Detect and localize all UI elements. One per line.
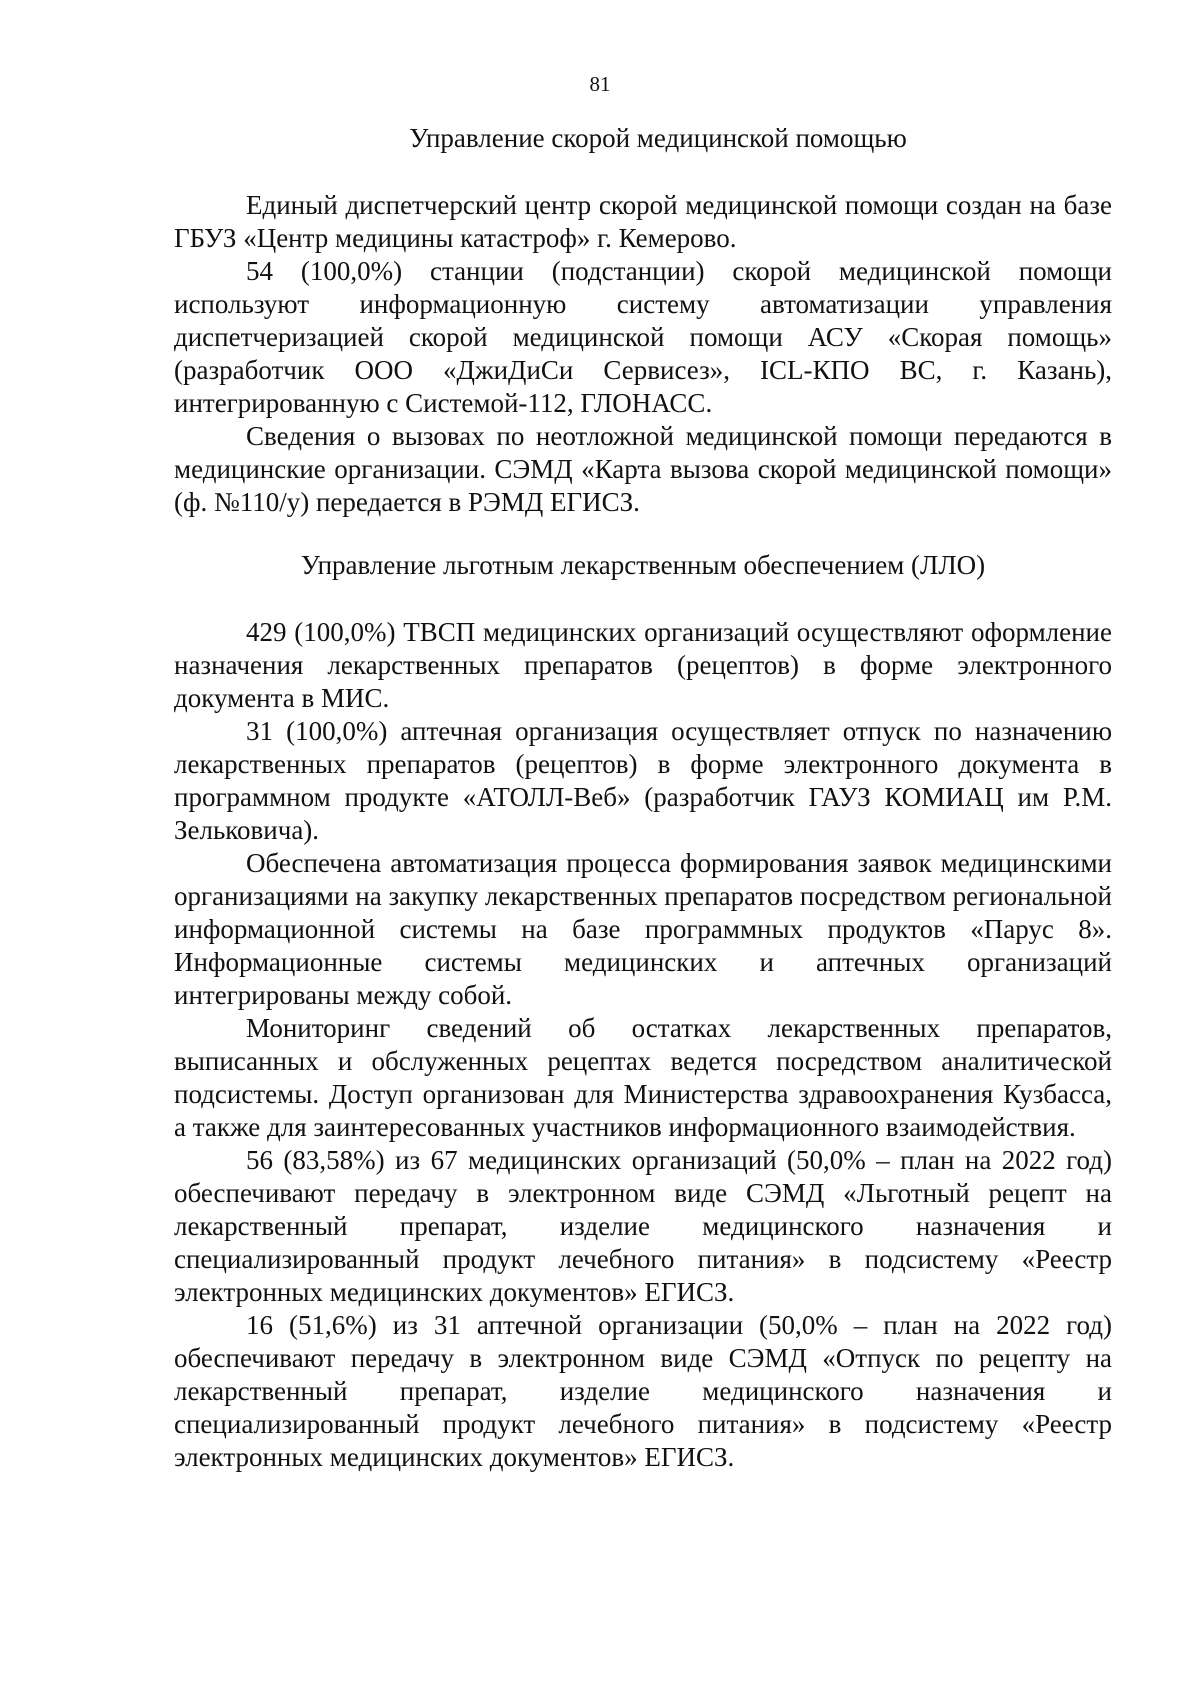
spacer [174, 155, 1112, 189]
spacer [174, 519, 1112, 549]
paragraph: 31 (100,0%) аптечная организация осуществляет отпуск по назначению лекарственных препаратов (рецептов) в форме электронного документа в программном продукте «АТОЛЛ-Веб» (разработчик ГАУЗ КОМИАЦ им Р.М. Зельковича). [174, 716, 1112, 845]
page-number: 81 [589, 72, 611, 96]
paragraph: Сведения о вызовах по неотложной медицинской помощи передаются в медицинские организации. СЭМД «Карта вызова скорой медицинской помощи» (ф. №110/у) передается в РЭМД ЕГИСЗ. [174, 421, 1112, 517]
paragraph: 56 (83,58%) из 67 медицинских организаций (50,0% – план на 2022 год) обеспечивают передачу в электронном виде СЭМД «Льготный рецепт на лекарственный препарат, изделие медицинского назначения и специализированный продукт лечебного питания» в подсистему «Реестр электронных медицинских документов» ЕГИСЗ. [174, 1145, 1112, 1307]
paragraph: Мониторинг сведений об остатках лекарственных препаратов, выписанных и обслуженных рецептах ведется посредством аналитической подсистемы. Доступ организован для Министерства здравоохранения Кузбасса, а также для заинтересованных участников информационного взаимодействия. [174, 1013, 1112, 1142]
paragraph: 54 (100,0%) станции (подстанции) скорой медицинской помощи используют информационную систему автоматизации управления диспетчеризацией скорой медицинской помощи АСУ «Скорая помощь» (разработчик ООО «ДжиДиСи Сервисез», ICL-КПО ВС, г. Казань), интегрированную с Системой-112, ГЛОНАСС. [174, 256, 1112, 418]
section-heading-llo: Управление льготным лекарственным обеспечением (ЛЛО) [300, 550, 986, 580]
section-heading-ambulance: Управление скорой медицинской помощью [409, 123, 907, 153]
paragraph: 16 (51,6%) из 31 аптечной организации (50,0% – план на 2022 год) обеспечивают передачу в электронном виде СЭМД «Отпуск по рецепту на лекарственный препарат, изделие медицинского назначения и специализированный продукт лечебного питания» в подсистему «Реестр электронных медицинских документов» ЕГИСЗ. [174, 1310, 1112, 1472]
document-body [174, 122, 1112, 1474]
paragraph: 429 (100,0%) ТВСП медицинских организаций осуществляют оформление назначения лекарственных препаратов (рецептов) в форме электронного документа в МИС. [174, 617, 1112, 713]
paragraph: Обеспечена автоматизация процесса формирования заявок медицинскими организациями на закупку лекарственных препаратов посредством региональной информационной системы на базе программных продуктов «Парус 8». Информационные системы медицинских и аптечных организаций интегрированы между собой. [174, 848, 1112, 1010]
paragraph: Единый диспетчерский центр скорой медицинской помощи создан на базе ГБУЗ «Центр медицины катастроф» г. Кемерово. [174, 190, 1112, 253]
spacer [174, 582, 1112, 616]
